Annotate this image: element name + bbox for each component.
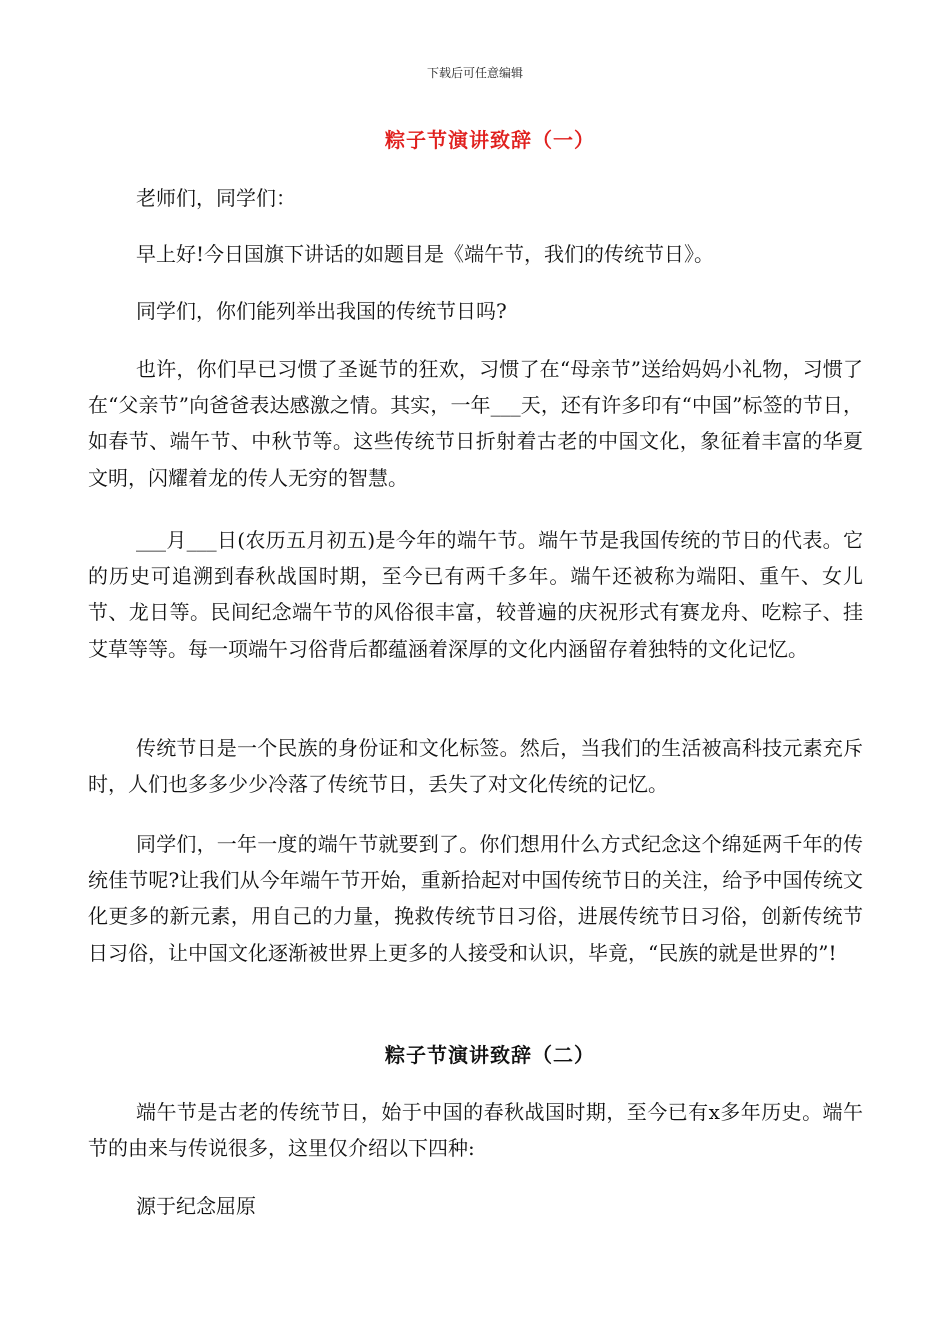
paragraph-greeting: 老师们，同学们： xyxy=(136,186,296,210)
paragraph-identity: 传统节日是一个民族的身份证和文化标签。然后，当我们的生活被高科技元素充斥时，人们也多多少少冷落了传统节日，丢失了对文化传统的记忆。 xyxy=(88,736,863,797)
section-title-1: 粽子节演讲致辞（一） xyxy=(385,128,595,152)
header-note: 下载后可任意编辑 xyxy=(426,66,523,80)
paragraph-festivals: 也许，你们早已习惯了圣诞节的狂欢，习惯了在“母亲节”送给妈妈小礼物，习惯了在“父亲节”向爸爸表达感激之情。其实，一年___天，还有许多印有“中国”标签的节日，如春节、端午节、中秋节等。这些传统节日折射着古老的中国文化，象征着丰富的华夏文明，闪耀着龙的传人无穷的智慧。 xyxy=(88,357,863,490)
paragraph-qu-yuan: 源于纪念屈原 xyxy=(136,1194,256,1218)
paragraph-call-to-action: 同学们，一年一度的端午节就要到了。你们想用什么方式纪念这个绵延两千年的传统佳节呢?让我们从今年端午节开始，重新拾起对中国传统节日的关注，给予中国传统文化更多的新元素，用自己的力量，挽救传统节日习俗，进展传统节日习俗，创新传统节日习俗，让中国文化逐渐被世界上更多的人接受和认识，毕竟，“民族的就是世界的”! xyxy=(88,832,863,965)
paragraph-topic: 早上好!今日国旗下讲话的如题目是《端午节，我们的传统节日》。 xyxy=(136,242,715,266)
paragraph-origin: 端午节是古老的传统节日，始于中国的春秋战国时期，至今已有x多年历史。端午节的由来与传说很多，这里仅介绍以下四种: xyxy=(88,1100,863,1161)
section-title-2: 粽子节演讲致辞（二） xyxy=(385,1043,595,1067)
paragraph-dragon-boat: ___月___日(农历五月初五)是今年的端午节。端午节是我国传统的节日的代表。它的历史可追溯到春秋战国时期，至今已有两千多年。端午还被称为端阳、重午、女儿节、龙日等。民间纪念端午节的风俗很丰富，较普遍的庆祝形式有赛龙舟、吃粽子、挂艾草等等。每一项端午习俗背后都蕴涵着深厚的文化内涵留存着独特的文化记忆。 xyxy=(88,528,863,661)
paragraph-question: 同学们，你们能列举出我国的传统节日吗? xyxy=(136,299,507,323)
